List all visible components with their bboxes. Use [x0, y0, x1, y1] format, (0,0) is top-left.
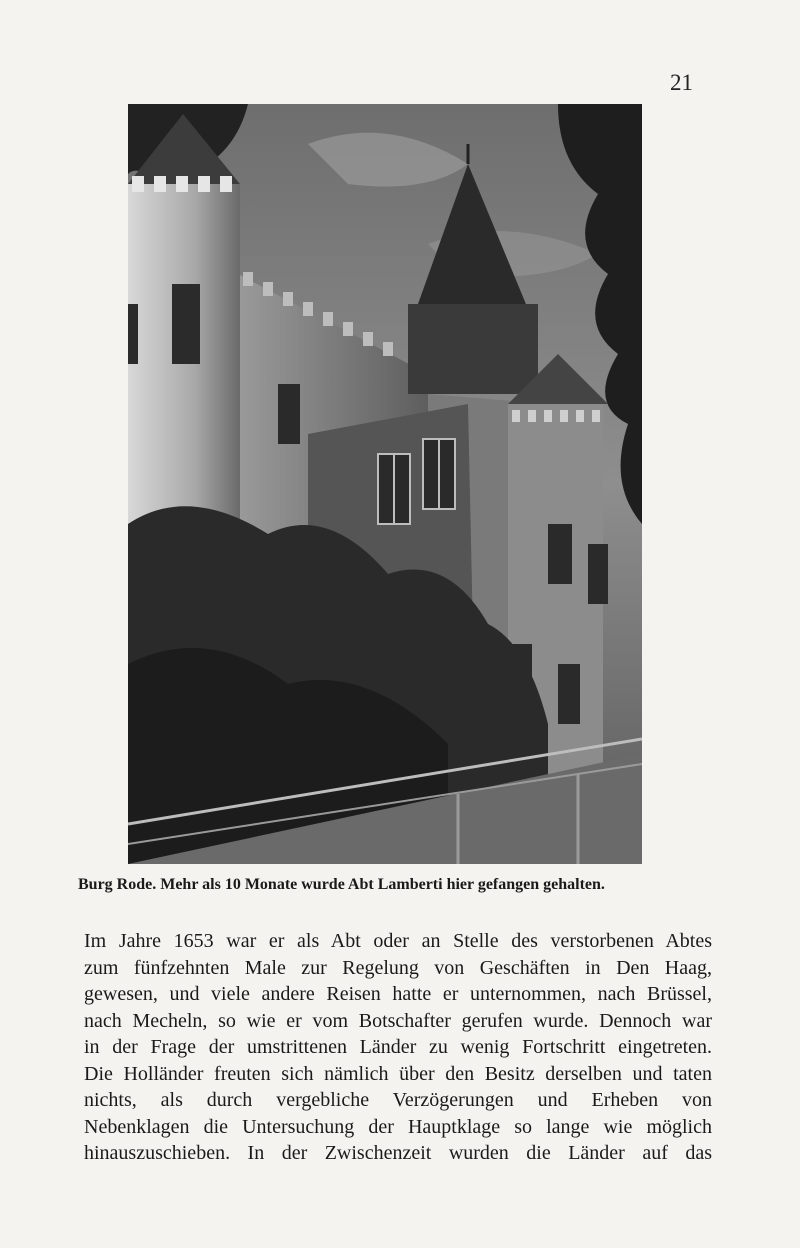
castle-photo [128, 104, 642, 864]
text-line: hinauszuschieben. In der Zwischenzeit wurden die Länder auf das [84, 1142, 712, 1164]
body-paragraph [84, 928, 712, 1167]
text-line: Nebenklagen die Untersuchung der Hauptklage so lange wie möglich [84, 1115, 712, 1138]
castle-photo-image [128, 104, 642, 864]
text-line: nichts, als durch vergebliche Verzögerungen und Erheben von [84, 1089, 712, 1111]
text-line: nach Mecheln, so wie er vom Botschafter gerufen wurde. Dennoch war [84, 1009, 712, 1032]
figure-caption: Burg Rode. Mehr als 10 Monate wurde Abt Lamberti hier gefangen gehalten. [78, 876, 605, 893]
text-line: in der Frage der umstrittenen Länder zu wenig Fortschritt eingetreten. [84, 1036, 712, 1058]
text-line: zum fünfzehnten Male zur Regelung von Geschäften in Den Haag, [84, 956, 712, 979]
text-line: gewesen, und viele andere Reisen hatte er unternommen, nach Brüssel, [84, 983, 712, 1005]
text-line: Im Jahre 1653 war er als Abt oder an Stelle des verstorbenen Abtes [84, 930, 712, 952]
page-number: 21 [670, 70, 693, 95]
text-line: Die Holländer freuten sich nämlich über den Besitz derselben und taten [84, 1062, 712, 1085]
